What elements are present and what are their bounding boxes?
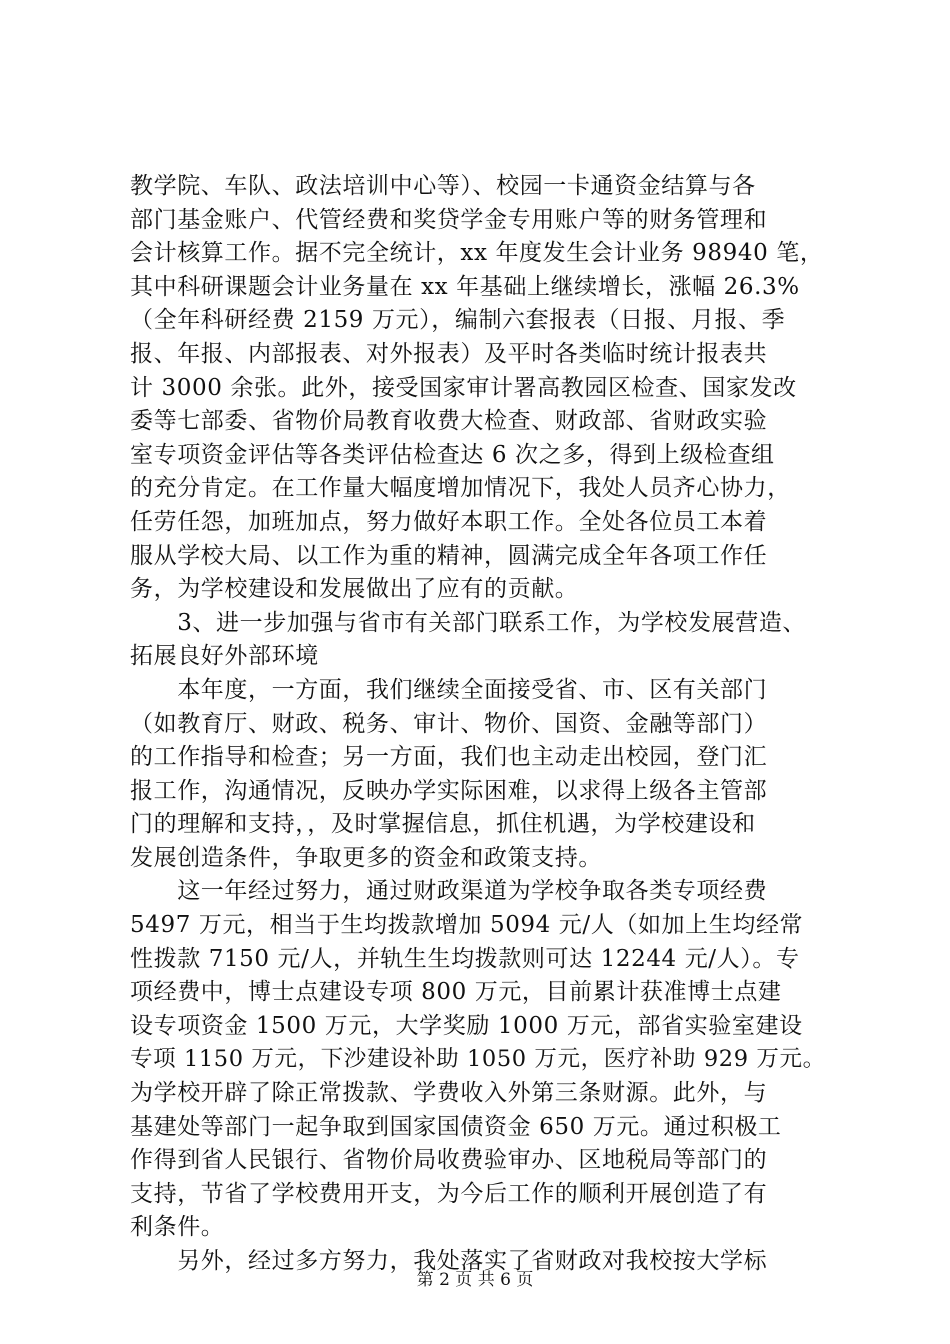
text-line: 性拨款 7150 元/人，并轨生生均拨款则可达 12244 元/人）。专 [130,945,800,972]
text-line: （如教育厅、财政、税务、审计、物价、国资、金融等部门） [130,710,768,737]
text-line: 室专项资金评估等各类评估检查达 6 次之多，得到上级检查组 [130,441,775,468]
text-line: 另外，经过多方努力，我处落实了省财政对我校按大学标 [130,1248,768,1274]
text-line: 服从学校大局、以工作为重的精神，圆满完成全年各项工作任 [130,542,768,569]
page-footer: 第 2 页 共 6 页 [416,1270,534,1290]
text-line: 计 3000 余张。此外，接受国家审计署高教园区检查、国家发改 [130,374,797,401]
text-line: 专项 1150 万元，下沙建设补助 1050 万元，医疗补助 929 万元。 [130,1046,826,1073]
text-line: 为学校开辟了除正常拨款、学费收入外第三条财源。此外，与 [130,1080,768,1107]
text-line: 报工作，沟通情况，反映办学实际困难，以求得上级各主管部 [130,777,768,804]
text-line: （全年科研经费 2159 万元），编制六套报表（日报、月报、季 [130,307,786,334]
text-line: 这一年经过努力，通过财政渠道为学校争取各类专项经费 [130,878,768,905]
text-line: 支持，节省了学校费用开支，为今后工作的顺利开展创造了有 [130,1180,768,1207]
text-line: 3、进一步加强与省市有关部门联系工作，为学校发展营造、 [130,609,807,636]
text-line: 基建处等部门一起争取到国家国债资金 650 万元。通过积极工 [130,1113,782,1140]
text-line: 设专项资金 1500 万元，大学奖励 1000 万元，部省实验室建设 [130,1012,803,1039]
text-line: 的充分肯定。在工作量大幅度增加情况下，我处人员齐心协力， [130,475,791,502]
text-line: 委等七部委、省物价局教育收费大检查、财政部、省财政实验 [130,408,768,435]
text-line: 务，为学校建设和发展做出了应有的贡献。 [130,576,579,603]
text-line: 报、年报、内部报表、对外报表）及平时各类临时统计报表共 [130,340,768,367]
text-line: 利条件。 [130,1214,225,1241]
text-line: 的工作指导和检查；另一方面，我们也主动走出校园，登门汇 [130,744,768,771]
text-line: 项经费中，博士点建设专项 800 万元，目前累计获准博士点建 [130,979,782,1006]
text-line: 教学院、车队、政法培训中心等）、校园一卡通资金结算与各 [130,173,756,199]
text-line: 发展创造条件，争取更多的资金和政策支持。 [130,844,602,871]
text-line: 其中科研课题会计业务量在 xx 年基础上继续增长，涨幅 26.3% [130,273,800,300]
text-line: 门的理解和支持，，及时掌握信息，抓住机遇，为学校建设和 [130,811,756,838]
body-text [130,170,830,1279]
text-line: 任劳任怨，加班加点，努力做好本职工作。全处各位员工本着 [130,508,768,535]
text-line: 5497 万元，相当于生均拨款增加 5094 元/人（如加上生均经常 [130,912,804,939]
text-line: 本年度，一方面，我们继续全面接受省、市、区有关部门 [130,676,768,703]
text-line: 部门基金账户、代管经费和奖贷学金专用账户等的财务管理和 [130,206,768,233]
text-line: 作得到省人民银行、省物价局收费验审办、区地税局等部门的 [130,1147,768,1174]
text-line: 会计核算工作。据不完全统计，xx 年度发生会计业务 98940 笔， [130,240,824,267]
text-line: 拓展良好外部环境 [130,643,319,670]
